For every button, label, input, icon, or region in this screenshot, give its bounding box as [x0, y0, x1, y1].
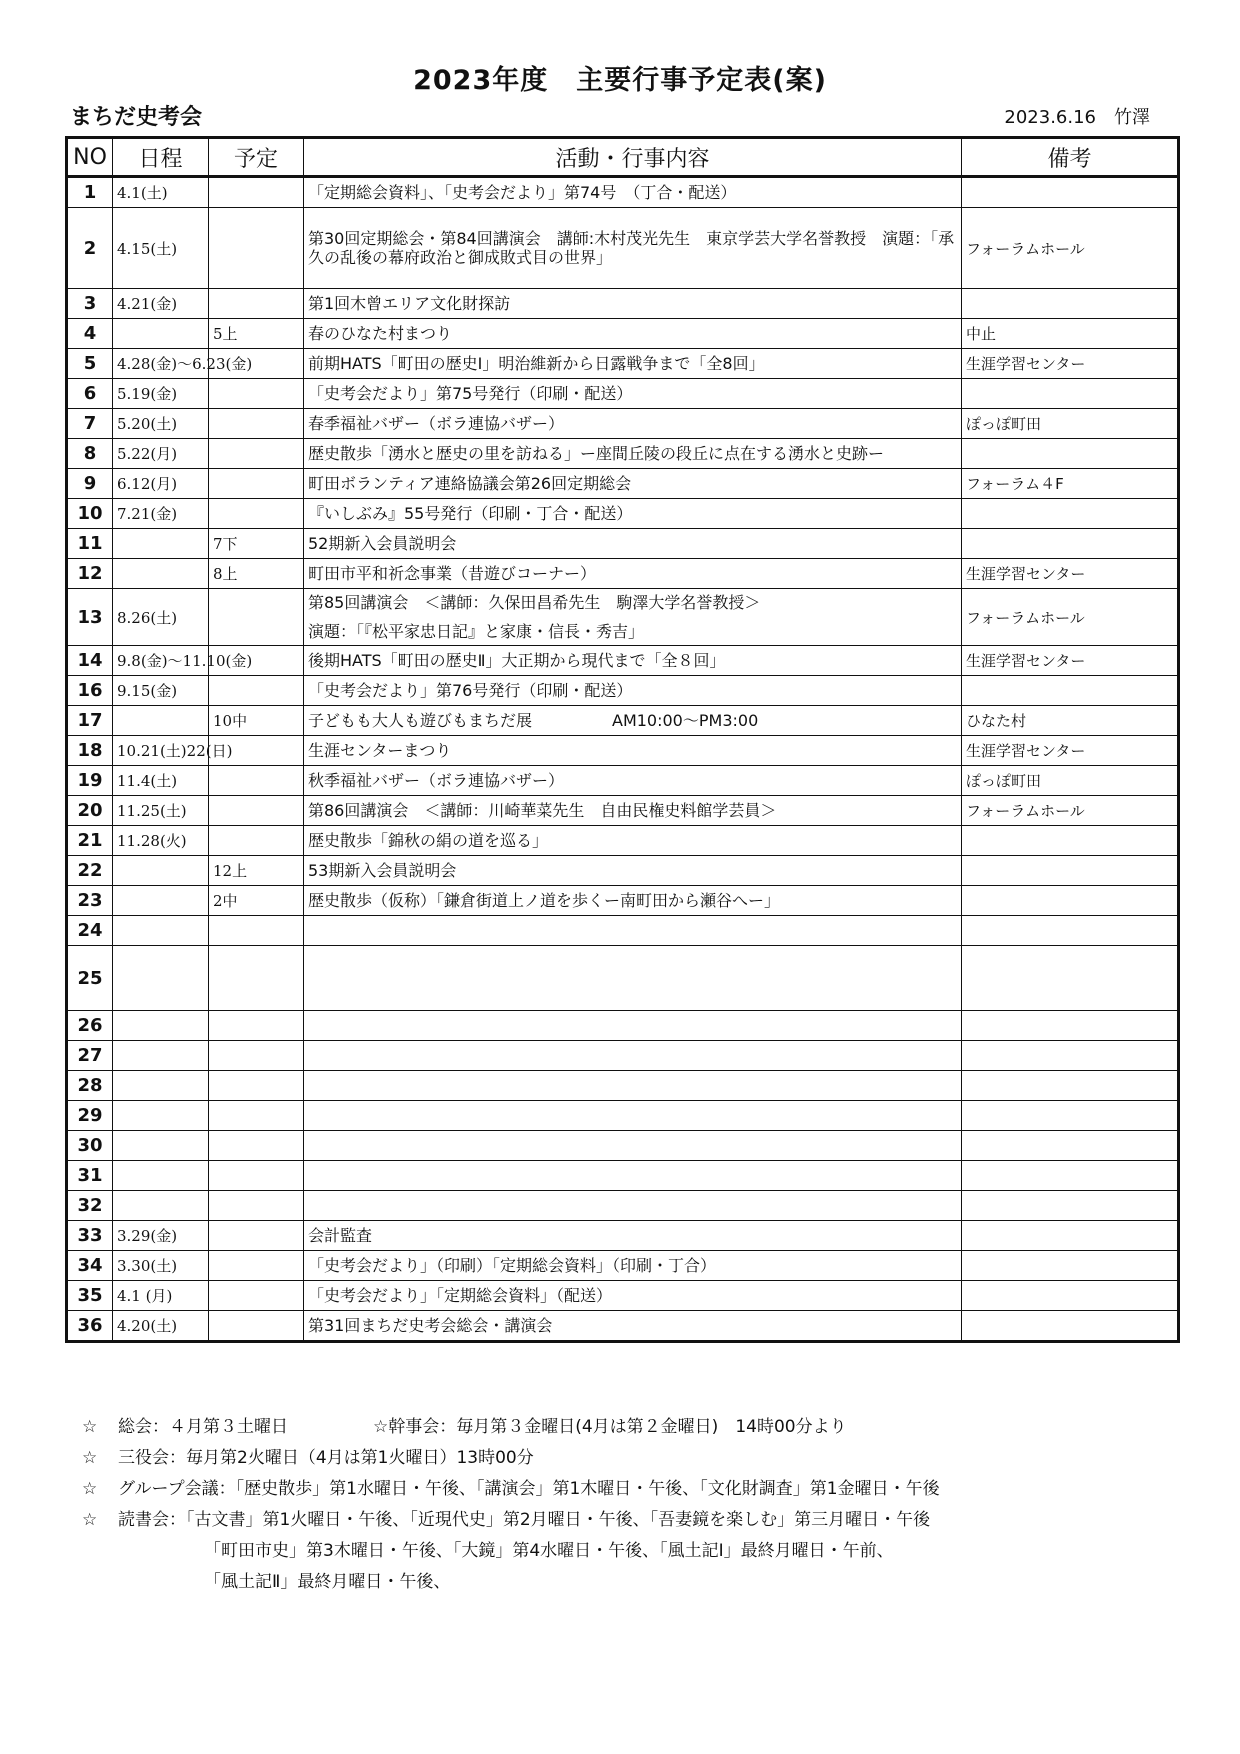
row-date: 11.4(土) [113, 766, 209, 796]
row-date [113, 1041, 209, 1071]
note-group-meetings: グループ会議：「歴史散歩」第1水曜日・午後、「講演会」第1木曜日・午後、「文化財調査」第1金曜日・午後 [118, 1479, 940, 1499]
table-row [67, 1041, 1179, 1071]
row-plan [209, 676, 304, 706]
row-date [113, 1161, 209, 1191]
row-note [962, 1251, 1179, 1281]
row-plan [209, 946, 304, 1011]
row-activity: 秋季福祉バザー（ボラ連協バザー） [304, 766, 962, 796]
table-row [67, 1011, 1179, 1041]
star-icon: ☆ [82, 1479, 98, 1499]
row-date: 4.15(土) [113, 208, 209, 289]
note-line [82, 1474, 940, 1505]
table-row [67, 1161, 1179, 1191]
row-note [962, 1161, 1179, 1191]
row-note: フォーラムホール [962, 208, 1179, 289]
row-no: 30 [67, 1131, 113, 1161]
row-date [113, 1011, 209, 1041]
row-no: 4 [67, 319, 113, 349]
schedule-table [65, 136, 1180, 1343]
row-note [962, 1101, 1179, 1131]
row-activity: 「史考会だより」「定期総会資料」（配送） [304, 1281, 962, 1311]
row-note: フォーラムホール [962, 589, 1179, 646]
row-plan [209, 208, 304, 289]
row-activity: 歴史散歩「湧水と歴史の里を訪ねる」ー座間丘陵の段丘に点在する湧水と史跡ー [304, 439, 962, 469]
row-date: 8.26(土) [113, 589, 209, 646]
row-no: 7 [67, 409, 113, 439]
row-no: 13 [67, 589, 113, 646]
table-row [67, 706, 1179, 736]
table-row [67, 1281, 1179, 1311]
row-activity: 「史考会だより」第75号発行（印刷・配送） [304, 379, 962, 409]
row-note: ひなた村 [962, 706, 1179, 736]
table-row [67, 796, 1179, 826]
header-plan: 予定 [209, 138, 304, 177]
page-title: 2023年度 主要行事予定表(案) [413, 65, 827, 96]
table-row [67, 1101, 1179, 1131]
table-row [67, 439, 1179, 469]
row-no: 29 [67, 1101, 113, 1131]
table-row [67, 1071, 1179, 1101]
table-row [67, 826, 1179, 856]
row-plan [209, 796, 304, 826]
row-plan [209, 916, 304, 946]
row-note: 生涯学習センター [962, 646, 1179, 676]
row-plan: 10中 [209, 706, 304, 736]
row-date [113, 886, 209, 916]
row-date: 4.21(金) [113, 289, 209, 319]
row-no: 5 [67, 349, 113, 379]
row-no: 36 [67, 1311, 113, 1342]
table-row [67, 469, 1179, 499]
row-activity: 53期新入会員説明会 [304, 856, 962, 886]
row-date: 5.19(金) [113, 379, 209, 409]
row-no: 22 [67, 856, 113, 886]
table-row [67, 886, 1179, 916]
row-no: 25 [67, 946, 113, 1011]
row-date: 9.15(金) [113, 676, 209, 706]
row-plan [209, 379, 304, 409]
table-row [67, 736, 1179, 766]
table-header-row [67, 138, 1179, 177]
row-no: 17 [67, 706, 113, 736]
row-date: 3.30(土) [113, 1251, 209, 1281]
row-note [962, 379, 1179, 409]
header-activity: 活動・行事内容 [304, 138, 962, 177]
row-no: 27 [67, 1041, 113, 1071]
row-note [962, 529, 1179, 559]
row-no: 19 [67, 766, 113, 796]
row-date: 5.22(月) [113, 439, 209, 469]
row-date: 10.21(土)22(日) [113, 736, 209, 766]
row-note [962, 499, 1179, 529]
row-date: 4.20(土) [113, 1311, 209, 1342]
row-date: 11.25(土) [113, 796, 209, 826]
row-plan [209, 177, 304, 208]
row-no: 16 [67, 676, 113, 706]
row-note [962, 1281, 1179, 1311]
table-row [67, 208, 1179, 289]
star-icon: ☆ [82, 1510, 98, 1530]
row-plan [209, 1221, 304, 1251]
row-no: 10 [67, 499, 113, 529]
row-plan [209, 1101, 304, 1131]
table-row [67, 289, 1179, 319]
table-row [67, 349, 1179, 379]
row-note [962, 1191, 1179, 1221]
row-note [962, 826, 1179, 856]
row-activity [304, 1131, 962, 1161]
table-row [67, 1131, 1179, 1161]
row-plan: 12上 [209, 856, 304, 886]
row-activity: 会計監査 [304, 1221, 962, 1251]
row-plan: 8上 [209, 559, 304, 589]
row-note [962, 439, 1179, 469]
note-line [82, 1443, 940, 1474]
row-note: ぽっぽ町田 [962, 766, 1179, 796]
row-note [962, 856, 1179, 886]
row-plan [209, 826, 304, 856]
row-no: 3 [67, 289, 113, 319]
row-date: 4.1(土) [113, 177, 209, 208]
row-note: フォーラムホール [962, 796, 1179, 826]
row-plan [209, 409, 304, 439]
row-activity: 歴史散歩（仮称）「鎌倉街道上ノ道を歩くー南町田から瀬谷へー」 [304, 886, 962, 916]
row-activity: 第30回定期総会・第84回講演会 講師:木村茂光先生 東京学芸大学名誉教授 演題：「承久の乱後の幕府政治と御成敗式目の世界」 [304, 208, 962, 289]
table-row [67, 177, 1179, 208]
activity-line: 第85回講演会 ＜講師：久保田昌希先生 駒澤大学名誉教授＞ [308, 592, 761, 612]
row-note [962, 1311, 1179, 1342]
header-date: 日程 [113, 138, 209, 177]
table-row [67, 1311, 1179, 1342]
row-note [962, 676, 1179, 706]
row-no: 33 [67, 1221, 113, 1251]
row-activity [304, 916, 962, 946]
row-activity: 「定期総会資料」、「史考会だより」第74号 （丁合・配送） [304, 177, 962, 208]
row-plan [209, 439, 304, 469]
note-line: 「町田市史」第3木曜日・午後、「大鏡」第4水曜日・午後、「風土記Ⅰ」最終月曜日・午前、 [204, 1541, 894, 1561]
row-plan: 2中 [209, 886, 304, 916]
row-note [962, 1041, 1179, 1071]
note-line [82, 1505, 940, 1536]
table-row [67, 499, 1179, 529]
table-row [67, 856, 1179, 886]
row-note: 中止 [962, 319, 1179, 349]
row-note: 生涯学習センター [962, 559, 1179, 589]
note-general-meeting: 総会：４月第３土曜日 ☆幹事会：毎月第３金曜日(4月は第２金曜日) 14時00分より [118, 1417, 847, 1437]
header-no: NO [67, 138, 113, 177]
date-author: 2023.6.16 竹澤 [1004, 107, 1150, 128]
row-no: 9 [67, 469, 113, 499]
row-plan [209, 1071, 304, 1101]
table-row [67, 916, 1179, 946]
row-no: 18 [67, 736, 113, 766]
table-row [67, 1251, 1179, 1281]
row-activity: 第86回講演会 ＜講師：川崎華菜先生 自由民権史料館学芸員＞ [304, 796, 962, 826]
row-activity: 「史考会だより」（印刷）「定期総会資料」（印刷・丁合） [304, 1251, 962, 1281]
row-no: 26 [67, 1011, 113, 1041]
row-no: 12 [67, 559, 113, 589]
row-activity: 「史考会だより」第76号発行（印刷・配送） [304, 676, 962, 706]
header-note: 備考 [962, 138, 1179, 177]
row-activity: 『いしぶみ』55号発行（印刷・丁合・配送） [304, 499, 962, 529]
row-date [113, 1101, 209, 1131]
row-date: 4.28(金)～6.23(金) [113, 349, 209, 379]
row-date: 6.12(月) [113, 469, 209, 499]
row-activity: 生涯センターまつり [304, 736, 962, 766]
note-reading-groups: 読書会：「古文書」第1火曜日・午後、「近現代史」第2月曜日・午後、「吾妻鏡を楽しむ」第三月曜日・午後 [118, 1510, 931, 1530]
row-no: 28 [67, 1071, 113, 1101]
row-no: 32 [67, 1191, 113, 1221]
table-row [67, 529, 1179, 559]
footer-notes [82, 1412, 940, 1598]
row-no: 21 [67, 826, 113, 856]
row-plan [209, 1011, 304, 1041]
row-plan: 5上 [209, 319, 304, 349]
row-note: ぽっぽ町田 [962, 409, 1179, 439]
row-no: 2 [67, 208, 113, 289]
row-no: 6 [67, 379, 113, 409]
row-date: 3.29(金) [113, 1221, 209, 1251]
row-note [962, 1071, 1179, 1101]
row-no: 24 [67, 916, 113, 946]
row-activity: 前期HATS「町田の歴史Ⅰ」明治維新から日露戦争まで「全8回」 [304, 349, 962, 379]
table-row [67, 1221, 1179, 1251]
star-icon: ☆ [82, 1448, 98, 1468]
row-no: 35 [67, 1281, 113, 1311]
row-activity [304, 946, 962, 1011]
row-note [962, 916, 1179, 946]
row-activity: 第31回まちだ史考会総会・講演会 [304, 1311, 962, 1342]
note-officers-meeting: 三役会：毎月第2火曜日（4月は第1火曜日）13時00分 [118, 1448, 534, 1468]
row-activity: 町田ボランティア連絡協議会第26回定期総会 [304, 469, 962, 499]
row-date: 9.8(金)～11.10(金) [113, 646, 209, 676]
organization-name: まちだ史考会 [70, 105, 203, 130]
row-date [113, 946, 209, 1011]
row-activity: 52期新入会員説明会 [304, 529, 962, 559]
activity-line: 演題：「『松平家忠日記』と家康・信長・秀吉」 [308, 622, 645, 641]
row-activity: 春のひなた村まつり [304, 319, 962, 349]
row-no: 14 [67, 646, 113, 676]
row-plan [209, 1251, 304, 1281]
table-row [67, 409, 1179, 439]
row-date [113, 559, 209, 589]
row-plan [209, 1311, 304, 1342]
row-date: 5.20(土) [113, 409, 209, 439]
row-plan [209, 1191, 304, 1221]
row-date [113, 1071, 209, 1101]
row-plan [209, 1161, 304, 1191]
note-line [82, 1412, 940, 1443]
row-activity: 後期HATS「町田の歴史Ⅱ」大正期から現代まで「全８回」 [304, 646, 962, 676]
row-date [113, 529, 209, 559]
row-activity [304, 1071, 962, 1101]
table-row [67, 766, 1179, 796]
row-activity: 子どもも大人も遊びもまちだ展 AM10:00～PM3:00 [304, 706, 962, 736]
row-note [962, 289, 1179, 319]
row-note [962, 177, 1179, 208]
row-activity [304, 1041, 962, 1071]
row-plan [209, 766, 304, 796]
table-row [67, 676, 1179, 706]
row-note: フォーラム４F [962, 469, 1179, 499]
row-plan [209, 289, 304, 319]
row-activity [304, 1011, 962, 1041]
row-activity [304, 1191, 962, 1221]
row-activity [304, 1101, 962, 1131]
table-row [67, 559, 1179, 589]
row-plan [209, 1131, 304, 1161]
note-line: 「風土記Ⅱ」最終月曜日・午後、 [204, 1572, 451, 1592]
row-activity: 春季福祉バザー（ボラ連協バザー） [304, 409, 962, 439]
table-row [67, 1191, 1179, 1221]
row-note: 生涯学習センター [962, 349, 1179, 379]
row-note [962, 1221, 1179, 1251]
row-activity [304, 589, 962, 646]
row-no: 20 [67, 796, 113, 826]
row-no: 1 [67, 177, 113, 208]
row-activity: 町田市平和祈念事業（昔遊びコーナー） [304, 559, 962, 589]
table-row [67, 646, 1179, 676]
row-no: 31 [67, 1161, 113, 1191]
row-plan: 7下 [209, 529, 304, 559]
row-note [962, 1011, 1179, 1041]
row-date [113, 706, 209, 736]
row-date [113, 1131, 209, 1161]
row-no: 23 [67, 886, 113, 916]
row-activity: 歴史散歩「錦秋の絹の道を巡る」 [304, 826, 962, 856]
row-no: 8 [67, 439, 113, 469]
row-date [113, 856, 209, 886]
row-note [962, 1131, 1179, 1161]
row-note: 生涯学習センター [962, 736, 1179, 766]
table-row [67, 379, 1179, 409]
row-note [962, 886, 1179, 916]
row-date [113, 319, 209, 349]
row-plan [209, 469, 304, 499]
row-plan [209, 1041, 304, 1071]
row-no: 34 [67, 1251, 113, 1281]
row-date [113, 1191, 209, 1221]
row-date: 4.1 (月) [113, 1281, 209, 1311]
row-activity [304, 1161, 962, 1191]
row-plan [209, 1281, 304, 1311]
row-plan [209, 499, 304, 529]
star-icon: ☆ [82, 1417, 98, 1437]
row-date: 7.21(金) [113, 499, 209, 529]
table-row [67, 589, 1179, 646]
row-note [962, 946, 1179, 1011]
table-row [67, 319, 1179, 349]
table-row [67, 946, 1179, 1011]
row-no: 11 [67, 529, 113, 559]
row-activity: 第1回木曾エリア文化財探訪 [304, 289, 962, 319]
row-plan [209, 589, 304, 646]
row-date [113, 916, 209, 946]
row-date: 11.28(火) [113, 826, 209, 856]
